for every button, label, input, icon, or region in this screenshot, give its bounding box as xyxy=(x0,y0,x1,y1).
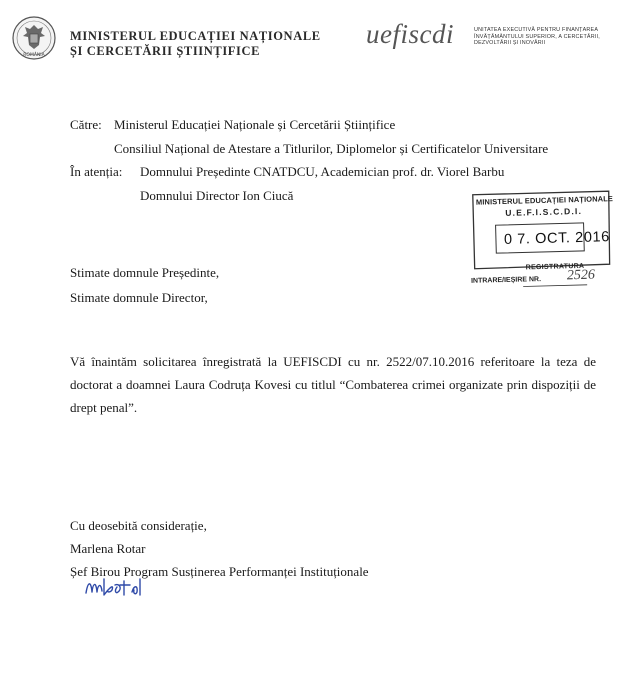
to-line2: Consiliul Național de Atestare a Titlurilor, Diplomelor și Certificatelor Universitare xyxy=(114,141,549,156)
greeting-president: Stimate domnule Președinte, xyxy=(70,265,220,280)
stamp-ministry: MINISTERUL EDUCAȚIEI NAȚIONALE xyxy=(475,194,614,207)
letterhead xyxy=(0,0,642,70)
stamp-in-out-label: INTRARE/IEȘIRE NR. xyxy=(470,276,542,285)
romania-coat-of-arms-icon xyxy=(12,16,56,60)
registry-stamp xyxy=(470,190,612,292)
closing-regards: Cu deosebită considerație, xyxy=(70,518,207,533)
crest-text: ROMÂNIA xyxy=(23,53,45,58)
handwritten-signature xyxy=(82,575,148,601)
uefiscdi-description-line3: DEZVOLTĂRII ȘI INOVĂRII xyxy=(474,40,546,47)
ministry-name-line1: MINISTERUL EDUCAȚIEI NAȚIONALE xyxy=(70,29,321,43)
to-label: Către: xyxy=(70,117,102,132)
to-line1: Ministerul Educației Naționale și Cercetării Științifice xyxy=(114,117,396,132)
uefiscdi-logo: uefiscdi xyxy=(366,19,454,49)
uefiscdi-description-line1: UNITATEA EXECUTIVĂ PENTRU FINANȚAREA xyxy=(474,27,599,33)
stamp-registry-label: REGISTRATURA xyxy=(525,262,585,272)
stamp-number: 2526 xyxy=(566,267,596,284)
attention-label: În atenția: xyxy=(70,164,123,179)
attention-line1: Domnului Președinte CNATDCU, Academician prof. dr. Viorel Barbu xyxy=(140,164,505,179)
uefiscdi-description xyxy=(474,27,600,47)
body-paragraph: Vă înaintăm solicitarea înregistrată la UEFISCDI cu nr. 2522/07.10.2016 referitoare la teza de doctorat a doamnei Laura Codruța Kovesi cu titlul “Combaterea crimei organizate prin dispoziții de drept penal”. xyxy=(70,354,596,415)
ministry-name-line2: ȘI CERCETĂRII ȘTIINȚIFICE xyxy=(70,44,261,58)
stamp-date: 0 7. OCT. 2016 xyxy=(503,229,611,248)
greeting-director: Stimate domnule Director, xyxy=(70,290,208,305)
signatory-name: Marlena Rotar xyxy=(70,541,146,556)
uefiscdi-description-line2: ÎNVĂȚĂMÂNTULUI SUPERIOR, A CERCETĂRII, xyxy=(474,33,600,40)
signatory-title: Șef Birou Program Susținerea Performanței Instituționale xyxy=(70,564,369,579)
ministry-name xyxy=(70,29,321,59)
attention-line2: Domnului Director Ion Ciucă xyxy=(140,188,294,203)
stamp-institution: U.E.F.I.S.C.D.I. xyxy=(505,205,583,218)
